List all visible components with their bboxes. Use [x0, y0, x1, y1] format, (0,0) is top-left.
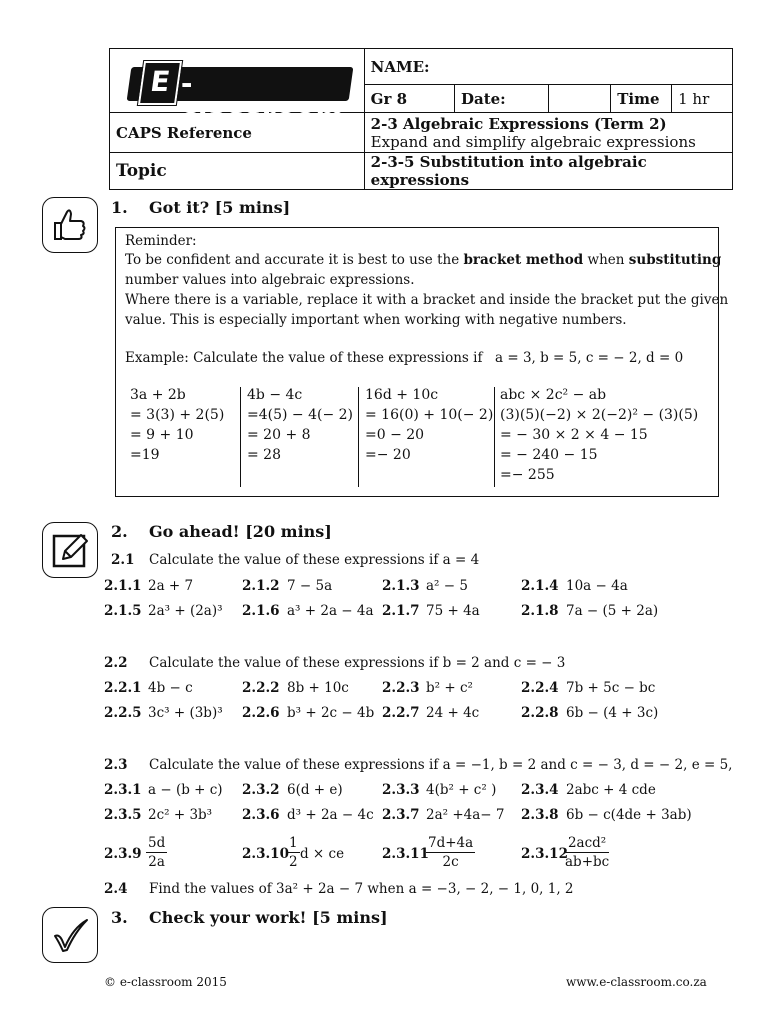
section2-title: Go ahead! [20 mins] — [149, 522, 332, 541]
item-number: 2.3.7 — [382, 807, 420, 823]
item-expression: 6b − c(4de + 3ab) — [566, 807, 692, 823]
item-expression: 2c² + 3b³ — [148, 807, 213, 823]
example-column-1: 3a + 2b = 3(3) + 2(5) = 9 + 10 =19 — [130, 387, 225, 463]
example-column-4: abc × 2c² − ab (3)(5)(−2) × 2(−2)² − (3)(5) = − 30 × 2 × 4 − 15 = − 240 − 15 =− 255 — [500, 387, 699, 483]
item-number: 2.1.1 — [104, 578, 142, 594]
topic-value: 2-3-5 Substitution into algebraic expressions — [364, 153, 732, 190]
item-number: 2.1.4 — [521, 578, 559, 594]
question-text: Calculate the value of these expressions if a = 4 — [149, 552, 480, 568]
e-classroom-logo: E -classroom — [123, 61, 351, 101]
item-expression: 10a − 4a — [566, 578, 628, 594]
item-expression: 75 + 4a — [426, 603, 480, 619]
thumbs-up-icon — [42, 197, 98, 253]
grade-label: Gr 8 — [364, 85, 454, 113]
reminder-line4: value. This is especially important when working with negative numbers. — [125, 312, 627, 328]
item-number: 2.1.2 — [242, 578, 280, 594]
item-number: 2.3.9 — [104, 846, 142, 862]
topic-label: Topic — [110, 153, 365, 190]
section3-title: Check your work! [5 mins] — [149, 908, 388, 927]
column-divider — [240, 387, 241, 487]
item-expression: 2abc + 4 cde — [566, 782, 656, 798]
item-expression: a² − 5 — [426, 578, 468, 594]
fraction-expression: $\frac{1}{2}$ — [289, 835, 298, 870]
fraction-expression: $\frac{5d}{2a}$ — [148, 835, 166, 870]
question-text: Calculate the value of these expressions if b = 2 and c = − 3 — [149, 655, 566, 671]
item-expression: 24 + 4c — [426, 705, 480, 721]
fraction-expression: 2acd² ab+bc — [565, 835, 610, 870]
item-number: 2.3.6 — [242, 807, 280, 823]
item-number: 2.1.5 — [104, 603, 142, 619]
question-text: Find the values of 3a² + 2a − 7 when a = −3, − 2, − 1, 0, 1, 2 — [149, 881, 574, 897]
example-values: a = 3, b = 5, c = − 2, d = 0 — [495, 350, 684, 366]
item-number: 2.3.2 — [242, 782, 280, 798]
example-column-3: 16d + 10c = 16(0) + 10(− 2) =0 − 20 =− 20 — [365, 387, 494, 463]
time-label: Time — [611, 85, 672, 113]
item-expression: b² + c² — [426, 680, 473, 696]
column-divider — [494, 387, 495, 487]
item-number: 2.3.4 — [521, 782, 559, 798]
caps-label: CAPS Reference — [110, 113, 365, 153]
item-expression: 7b + 5c − bc — [566, 680, 656, 696]
item-expression: 4(b² + c² ) — [426, 782, 497, 798]
pencil-box-icon — [42, 522, 98, 578]
item-number: 2.2.4 — [521, 680, 559, 696]
caps-value: 2-3 Algebraic Expressions (Term 2) Expand and simplify algebraic expressions — [364, 113, 732, 153]
date-field[interactable] — [549, 85, 611, 113]
item-expression: a³ + 2a − 4a — [287, 603, 374, 619]
item-number: 2.3.12 — [521, 846, 568, 862]
item-expression: 6(d + e) — [287, 782, 343, 798]
item-expression-tail: d × ce — [300, 846, 345, 862]
item-number: 2.1.7 — [382, 603, 420, 619]
item-number: 2.2.5 — [104, 705, 142, 721]
section3-number: 3. — [111, 908, 128, 927]
footer-website[interactable]: www.e-classroom.co.za — [566, 975, 707, 989]
item-number: 2.1.6 — [242, 603, 280, 619]
column-divider — [358, 387, 359, 487]
item-number: 2.1.3 — [382, 578, 420, 594]
item-number: 2.3.8 — [521, 807, 559, 823]
item-expression: b³ + 2c − 4b — [287, 705, 375, 721]
item-number: 2.2.2 — [242, 680, 280, 696]
item-expression: 3c³ + (3b)³ — [148, 705, 223, 721]
item-number: 2.1.8 — [521, 603, 559, 619]
section1-number: 1. — [111, 198, 128, 217]
section1-title: Got it? [5 mins] — [149, 198, 291, 217]
footer-copyright: © e-classroom 2015 — [104, 975, 227, 989]
item-expression: 7 − 5a — [287, 578, 333, 594]
example-column-2: 4b − 4c =4(5) − 4(− 2) = 20 + 8 = 28 — [247, 387, 354, 463]
item-expression: 4b − c — [148, 680, 193, 696]
example-label: Example: Calculate the value of these expressions if — [125, 350, 483, 366]
item-expression: a − (b + c) — [148, 782, 223, 798]
item-expression: 6b − (4 + 3c) — [566, 705, 659, 721]
item-number: 2.2.8 — [521, 705, 559, 721]
reminder-line2: number values into algebraic expressions. — [125, 272, 415, 288]
question-number: 2.3 — [104, 757, 128, 773]
question-text: Calculate the value of these expressions if a = −1, b = 2 and c = − 3, d = − 2, e = 5, — [149, 757, 733, 773]
item-number: 2.3.5 — [104, 807, 142, 823]
name-label: NAME: — [364, 49, 732, 85]
item-number: 2.2.6 — [242, 705, 280, 721]
item-number: 2.3.11 — [382, 846, 429, 862]
item-number: 2.3.1 — [104, 782, 142, 798]
item-number: 2.2.7 — [382, 705, 420, 721]
time-value: 1 hr — [672, 85, 733, 113]
item-expression: 2a³ + (2a)³ — [148, 603, 223, 619]
reminder-heading: Reminder: — [125, 233, 197, 249]
item-number: 2.2.3 — [382, 680, 420, 696]
item-expression: 2a² +4a− 7 — [426, 807, 505, 823]
question-number: 2.2 — [104, 655, 128, 671]
checkmark-icon — [42, 907, 98, 963]
reminder-line1: To be confident and accurate it is best to use the bracket method when substituting — [125, 252, 722, 268]
fraction-expression: $\frac{7d+4a}{2c}$ — [428, 835, 474, 870]
item-number: 2.2.1 — [104, 680, 142, 696]
section2-number: 2. — [111, 522, 128, 541]
item-expression: 8b + 10c — [287, 680, 349, 696]
item-number: 2.3.3 — [382, 782, 420, 798]
date-label: Date: — [454, 85, 548, 113]
item-expression: 7a − (5 + 2a) — [566, 603, 659, 619]
item-expression: 2a + 7 — [148, 578, 194, 594]
item-expression: d³ + 2a − 4c — [287, 807, 374, 823]
reminder-line3: Where there is a variable, replace it with a bracket and inside the bracket put the given — [125, 292, 729, 308]
question-number: 2.4 — [104, 881, 128, 897]
item-number: 2.3.10 — [242, 846, 289, 862]
header-table — [109, 48, 733, 190]
question-number: 2.1 — [111, 552, 135, 568]
